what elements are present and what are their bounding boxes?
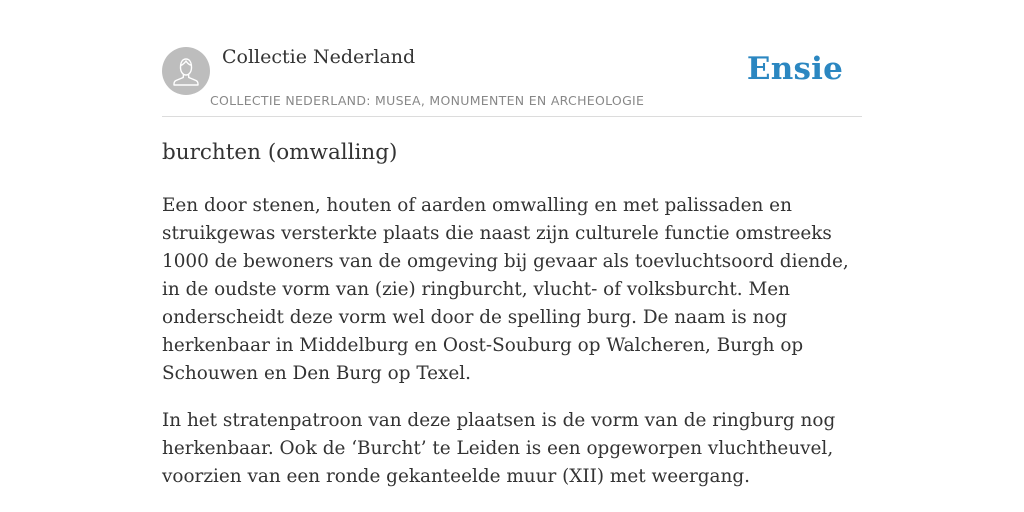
user-silhouette-icon [162, 47, 210, 95]
author-name[interactable]: Collectie Nederland [222, 46, 416, 68]
article-header [162, 44, 862, 117]
article-paragraph: Een door stenen, houten of aarden omwalling en met palissaden en struikgewas versterkte plaats die naast zijn culturele functie omstreeks 1000 de bewoners van de omgeving bij gevaar als toevluchtsoord diende, in de oudste vorm van (zie) ringburcht, vlucht- of volksburcht. Men onderscheidt deze vorm wel door de spelling burg. De naam is nog herkenbaar in Middelburg en Oost-Souburg op Walcheren, Burgh op Schouwen en Den Burg op Texel. [162, 195, 849, 384]
article-paragraph: In het stratenpatroon van deze plaatsen is de vorm van de ringburg nog herkenbaar. Ook de ‘Burcht’ te Leiden is een opgeworpen vluchtheuvel, voorzien van een ronde gekanteelde muur (XII) met weergang. [162, 410, 836, 487]
author-avatar[interactable] [162, 47, 210, 95]
source-name[interactable]: COLLECTIE NEDERLAND: MUSEA, MONUMENTEN EN ARCHEOLOGIE [210, 93, 645, 108]
article-body [162, 192, 862, 491]
article-title: burchten (omwalling) [162, 140, 398, 165]
ensie-logo-link[interactable]: Ensie [746, 51, 843, 87]
